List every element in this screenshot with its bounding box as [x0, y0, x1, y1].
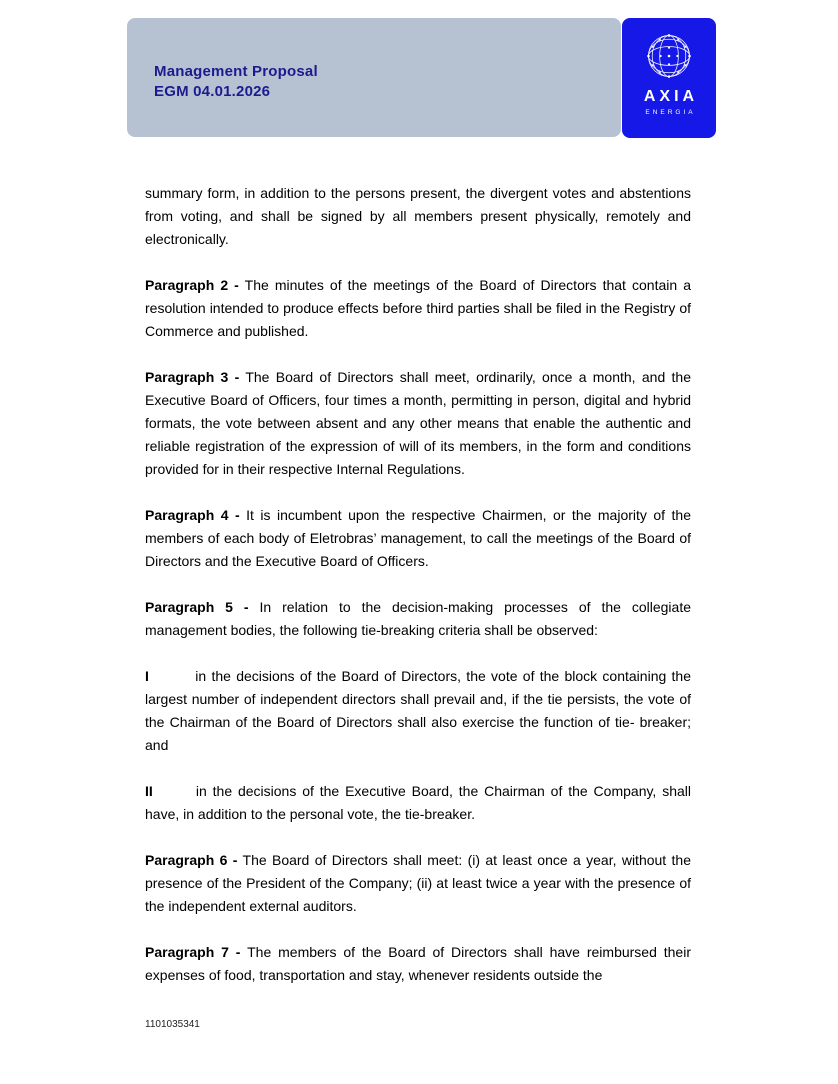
- list-marker: II: [145, 783, 153, 799]
- document-title-line1: Management Proposal: [154, 63, 318, 80]
- document-title: [154, 62, 621, 102]
- paragraph-text: The Board of Directors shall meet: (i) at least once a year, without the presence of the President of the Company; (ii) at least twice a year with the presence of the independent external auditors.: [145, 852, 692, 914]
- header-band: [127, 18, 621, 137]
- paragraph-4: [145, 504, 691, 573]
- axia-globe-icon: [641, 28, 697, 84]
- paragraph-continuation: [145, 182, 691, 251]
- document-number: 1101035341: [145, 1019, 200, 1030]
- paragraph-text: In relation to the decision-making processes of the collegiate management bodies, the following tie-breaking criteria shall be observed:: [145, 599, 691, 638]
- paragraph-5: [145, 596, 691, 642]
- paragraph-2: [145, 274, 691, 343]
- list-item-1: [145, 665, 691, 757]
- logo-sub-text: ENERGIA: [645, 109, 696, 116]
- paragraph-3: [145, 366, 691, 481]
- paragraph-text: The Board of Directors shall meet, ordinarily, once a month, and the Executive Board of Officers, four times a month, permitting in person, digital and hybrid formats, the vote between absent and any other means that enable the authentic and reliable registration of the expression of will of its members, in the form and conditions provided for in their respective Internal Regulations.: [145, 369, 691, 477]
- paragraph-lead: Paragraph 5 -: [145, 599, 249, 615]
- paragraph-lead: Paragraph 3 -: [145, 369, 240, 385]
- paragraph-6: [145, 849, 691, 918]
- list-item-text: in the decisions of the Executive Board, the Chairman of the Company, shall have, in addition to the personal vote, the tie-breaker.: [145, 783, 691, 822]
- logo-brand-text: AXIA: [643, 88, 699, 105]
- list-marker: I: [145, 668, 149, 684]
- document-title-line2: EGM 04.01.2026: [154, 83, 271, 100]
- list-item-text: in the decisions of the Board of Directors, the vote of the block containing the largest number of independent directors shall prevail and, if the tie persists, the vote of the Chairman of the Board of Directors shall also exercise the function of tie- breaker; and: [145, 668, 692, 753]
- paragraph-7: [145, 941, 691, 987]
- paragraph-text: It is incumbent upon the respective Chairmen, or the majority of the members of each body of Eletrobras’ management, to call the meetings of the Board of Directors and the Executive Board of Officers.: [145, 507, 691, 569]
- paragraph-lead: Paragraph 4 -: [145, 507, 240, 523]
- paragraph-lead: Paragraph 6 -: [145, 852, 238, 868]
- document-body: [145, 182, 691, 1010]
- list-item-2: [145, 780, 691, 826]
- paragraph-text: The members of the Board of Directors shall have reimbursed their expenses of food, transportation and stay, whenever residents outside the: [145, 944, 691, 983]
- paragraph-text: summary form, in addition to the persons present, the divergent votes and abstentions from voting, and shall be signed by all members present physically, remotely and electronically.: [145, 185, 691, 247]
- paragraph-lead: Paragraph 7 -: [145, 944, 241, 960]
- axia-logo: [622, 18, 716, 138]
- paragraph-lead: Paragraph 2 -: [145, 277, 239, 293]
- paragraph-text: The minutes of the meetings of the Board of Directors that contain a resolution intended to produce effects before third parties shall be filed in the Registry of Commerce and published.: [145, 277, 691, 339]
